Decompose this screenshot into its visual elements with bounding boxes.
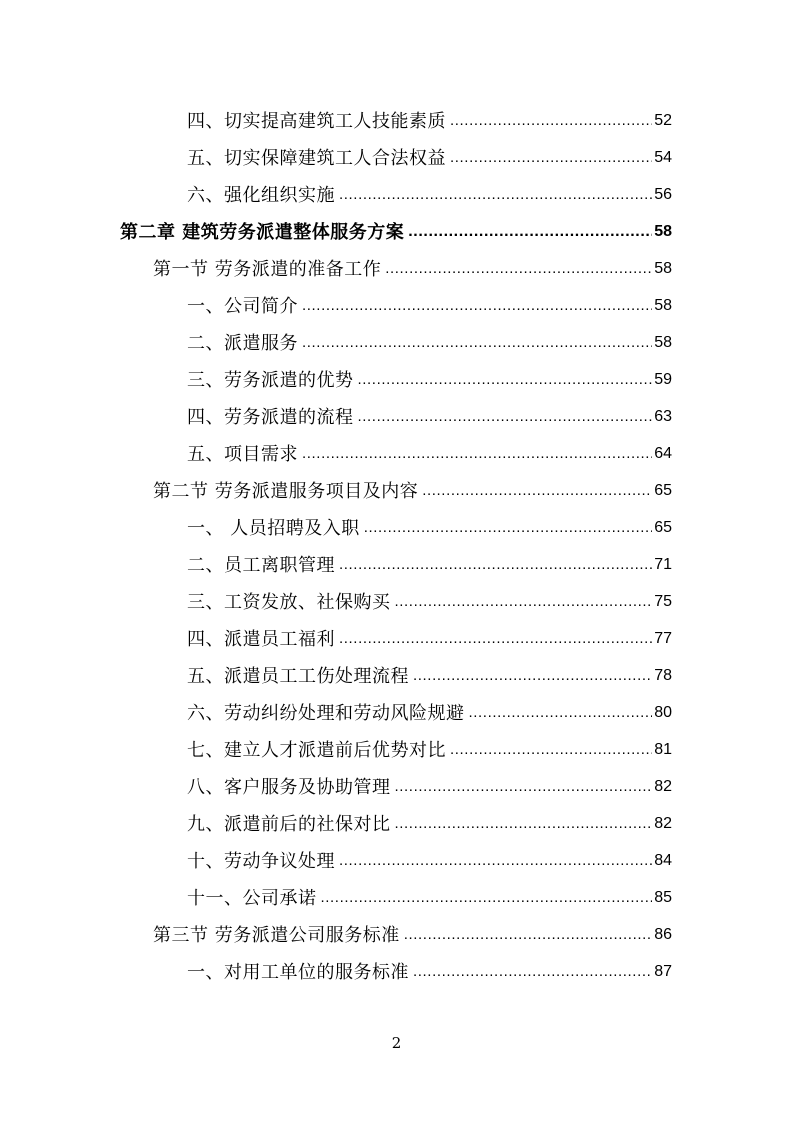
- toc-entry-label: 第三节 劳务派遣公司服务标准: [153, 925, 400, 946]
- toc-entry-page: 64: [654, 445, 672, 462]
- toc-dot-leader: [385, 259, 652, 279]
- toc-dot-leader: [302, 333, 652, 353]
- toc-entry-label: 九、派遣前后的社保对比: [187, 814, 391, 835]
- toc-dot-leader: [339, 555, 652, 575]
- toc-dot-leader: [364, 518, 652, 538]
- toc-entry-page: 65: [654, 482, 672, 499]
- toc-dot-leader: [450, 148, 652, 168]
- toc-dot-leader: [321, 888, 653, 908]
- toc-entry-page: 59: [654, 371, 672, 388]
- toc-dot-leader: [450, 740, 652, 760]
- toc-entry[interactable]: [187, 583, 672, 615]
- toc-entry[interactable]: [187, 361, 672, 393]
- toc-entry-page: 77: [654, 630, 672, 647]
- toc-entry[interactable]: [187, 324, 672, 356]
- toc-entry[interactable]: [187, 287, 672, 319]
- toc-entry-page: 71: [654, 556, 672, 573]
- toc-entry-label: 六、劳动纠纷处理和劳动风险规避: [187, 703, 465, 724]
- toc-entry-page: 56: [654, 186, 672, 203]
- toc-entry-label: 一、公司简介: [187, 296, 298, 317]
- toc-entry-page: 85: [654, 889, 672, 906]
- toc-entry-page: 75: [654, 593, 672, 610]
- toc-entry-page: 82: [654, 815, 672, 832]
- toc-entry-page: 84: [654, 852, 672, 869]
- toc-entry[interactable]: [187, 953, 672, 985]
- toc-dot-leader: [302, 444, 652, 464]
- toc-entry[interactable]: [187, 435, 672, 467]
- toc-dot-leader: [450, 111, 652, 131]
- toc-entry-label: 四、切实提高建筑工人技能素质: [187, 111, 446, 132]
- toc-entry[interactable]: [187, 176, 672, 208]
- toc-section-entry[interactable]: [153, 472, 672, 504]
- toc-entry-label: 十一、公司承诺: [187, 888, 317, 909]
- toc-entry-page: 78: [654, 667, 672, 684]
- toc-dot-leader: [339, 185, 652, 205]
- toc-entry-label: 五、项目需求: [187, 444, 298, 465]
- toc-entry-label: 七、建立人才派遣前后优势对比: [187, 740, 446, 761]
- toc-entry-label: 第二章 建筑劳务派遣整体服务方案: [120, 222, 405, 243]
- toc-entry-label: 五、切实保障建筑工人合法权益: [187, 148, 446, 169]
- toc-entry-label: 三、工资发放、社保购买: [187, 592, 391, 613]
- toc-entry-page: 80: [654, 704, 672, 721]
- toc-entry-label: 第二节 劳务派遣服务项目及内容: [153, 481, 419, 502]
- toc-entry-label: 八、客户服务及协助管理: [187, 777, 391, 798]
- toc-entry-label: 二、派遣服务: [187, 333, 298, 354]
- toc-entry-page: 58: [654, 334, 672, 351]
- toc-entry-label: 三、劳务派遣的优势: [187, 370, 354, 391]
- toc-dot-leader: [339, 629, 652, 649]
- toc-entry[interactable]: [187, 509, 672, 541]
- toc-entry-label: 第一节 劳务派遣的准备工作: [153, 259, 382, 280]
- toc-entry[interactable]: [187, 842, 672, 874]
- toc-dot-leader: [408, 222, 652, 242]
- toc-entry-page: 81: [654, 741, 672, 758]
- toc-dot-leader: [469, 703, 653, 723]
- toc-entry-page: 58: [654, 260, 672, 277]
- toc-section-entry[interactable]: [153, 916, 672, 948]
- toc-dot-leader: [395, 777, 653, 797]
- toc-entry-page: 65: [654, 519, 672, 536]
- toc-entry-page: 86: [654, 926, 672, 943]
- toc-dot-leader: [302, 296, 652, 316]
- toc-dot-leader: [413, 666, 652, 686]
- toc-entry[interactable]: [187, 731, 672, 763]
- toc-entry-page: 58: [654, 223, 672, 240]
- toc-entry-page: 52: [654, 112, 672, 129]
- toc-entry[interactable]: [187, 102, 672, 134]
- toc-entry-label: 四、劳务派遣的流程: [187, 407, 354, 428]
- toc-entry-page: 63: [654, 408, 672, 425]
- toc-entry[interactable]: [187, 657, 672, 689]
- toc-dot-leader: [422, 481, 652, 501]
- page-number: 2: [391, 1034, 402, 1052]
- toc-dot-leader: [395, 592, 653, 612]
- toc-entry-page: 54: [654, 149, 672, 166]
- toc-entry-label: 一、对用工单位的服务标准: [187, 962, 409, 983]
- toc-section-entry[interactable]: [153, 250, 672, 282]
- toc-dot-leader: [339, 851, 652, 871]
- toc-entry[interactable]: [187, 805, 672, 837]
- toc-chapter-entry[interactable]: [120, 213, 672, 245]
- toc-dot-leader: [358, 407, 653, 427]
- toc-entry-page: 82: [654, 778, 672, 795]
- toc-entry-page: 87: [654, 963, 672, 980]
- toc-dot-leader: [395, 814, 653, 834]
- toc-entry[interactable]: [187, 879, 672, 911]
- toc-entry[interactable]: [187, 398, 672, 430]
- toc-entry[interactable]: [187, 139, 672, 171]
- toc-entry-label: 二、员工离职管理: [187, 555, 335, 576]
- toc-entry[interactable]: [187, 768, 672, 800]
- toc-entry-label: 六、强化组织实施: [187, 185, 335, 206]
- toc-entry-page: 58: [654, 297, 672, 314]
- toc-dot-leader: [413, 962, 652, 982]
- toc-entry-label: 五、派遣员工工伤处理流程: [187, 666, 409, 687]
- toc-entry-label: 四、派遣员工福利: [187, 629, 335, 650]
- toc-entry-label: 十、劳动争议处理: [187, 851, 335, 872]
- toc-entry[interactable]: [187, 620, 672, 652]
- toc-dot-leader: [404, 925, 652, 945]
- toc-dot-leader: [358, 370, 653, 390]
- toc-entry-label: 一、 人员招聘及入职: [187, 518, 360, 539]
- toc-entry[interactable]: [187, 694, 672, 726]
- toc-entry[interactable]: [187, 546, 672, 578]
